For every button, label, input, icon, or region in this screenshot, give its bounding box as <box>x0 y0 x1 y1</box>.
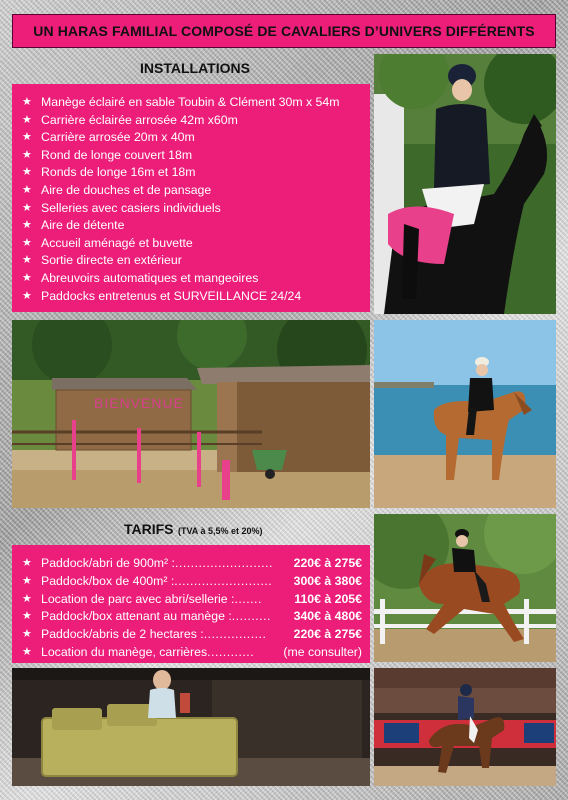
installations-list-box <box>12 84 370 312</box>
tarif-row: ★ Location de parc avec abri/sellerie : ....... 110€ à 205€ <box>22 591 362 609</box>
photo-shelters <box>12 320 370 508</box>
star-icon: ★ <box>22 574 32 587</box>
star-icon: ★ <box>22 113 32 126</box>
star-icon: ★ <box>22 628 32 641</box>
list-item: ★ Paddocks entretenus et SURVEILLANCE 24/24 <box>22 288 362 306</box>
list-item: ★ Abreuvoirs automatiques et mangeoires <box>22 270 362 288</box>
photo-hay-bales <box>12 668 370 786</box>
tarifs-title: TARIFS <box>124 521 174 537</box>
star-icon: ★ <box>22 254 32 267</box>
page-banner <box>12 14 556 48</box>
star-icon: ★ <box>22 183 32 196</box>
list-item: ★ Accueil aménagé et buvette <box>22 235 362 253</box>
bienvenue-sign: BIENVENUE <box>94 395 184 411</box>
star-icon: ★ <box>22 131 32 144</box>
installations-list <box>22 94 362 305</box>
star-icon: ★ <box>22 645 32 658</box>
list-item: ★ Sortie directe en extérieur <box>22 252 362 270</box>
list-item: ★ Carrière éclairée arrosée 42m x60m <box>22 112 362 130</box>
tarifs-heading <box>124 521 263 539</box>
star-icon: ★ <box>22 219 32 232</box>
list-item: ★ Selleries avec casiers individuels <box>22 200 362 218</box>
list-item: ★ Carrière arrosée 20m x 40m <box>22 129 362 147</box>
photo-show-jumping <box>374 514 556 662</box>
star-icon: ★ <box>22 148 32 161</box>
tarif-row: ★ Paddock/abri de 900m² : ......................... 220€ à 275€ <box>22 555 362 573</box>
tarif-row: ★ Location du manège, carrières ............ (me consulter) <box>22 644 362 662</box>
installations-title: INSTALLATIONS <box>140 60 250 76</box>
photo-beach-rider <box>374 320 556 508</box>
photo-rider-dark-horse <box>374 54 556 314</box>
tarif-row: ★ Paddock/abris de 2 hectares : ................ 220€ à 275€ <box>22 626 362 644</box>
tarif-row: ★ Paddock/box attenant au manège : .......... 340€ à 480€ <box>22 608 362 626</box>
list-item: ★ Aire de douches et de pansage <box>22 182 362 200</box>
tarifs-note: (TVA à 5,5% et 20%) <box>177 526 263 536</box>
star-icon: ★ <box>22 610 32 623</box>
list-item: ★ Ronds de longe 16m et 18m <box>22 164 362 182</box>
star-icon: ★ <box>22 96 32 108</box>
star-icon: ★ <box>22 557 32 569</box>
list-item: ★ Rond de longe couvert 18m <box>22 147 362 165</box>
list-item: ★ Manège éclairé en sable Toubin & Clément 30m x 54m <box>22 94 362 112</box>
star-icon: ★ <box>22 289 32 302</box>
star-icon: ★ <box>22 271 32 284</box>
star-icon: ★ <box>22 166 32 179</box>
tarifs-list-box <box>12 545 370 663</box>
banner-title: UN HARAS FAMILIAL COMPOSÉ DE CAVALIERS D’UNIVERS DIFFÉRENTS <box>33 23 535 39</box>
tarifs-list <box>22 555 362 662</box>
list-item: ★ Aire de détente <box>22 217 362 235</box>
star-icon: ★ <box>22 592 32 605</box>
star-icon: ★ <box>22 236 32 249</box>
star-icon: ★ <box>22 201 32 214</box>
tarif-row: ★ Paddock/box de 400m² : ......................... 300€ à 380€ <box>22 573 362 591</box>
photo-indoor-competition <box>374 668 556 786</box>
